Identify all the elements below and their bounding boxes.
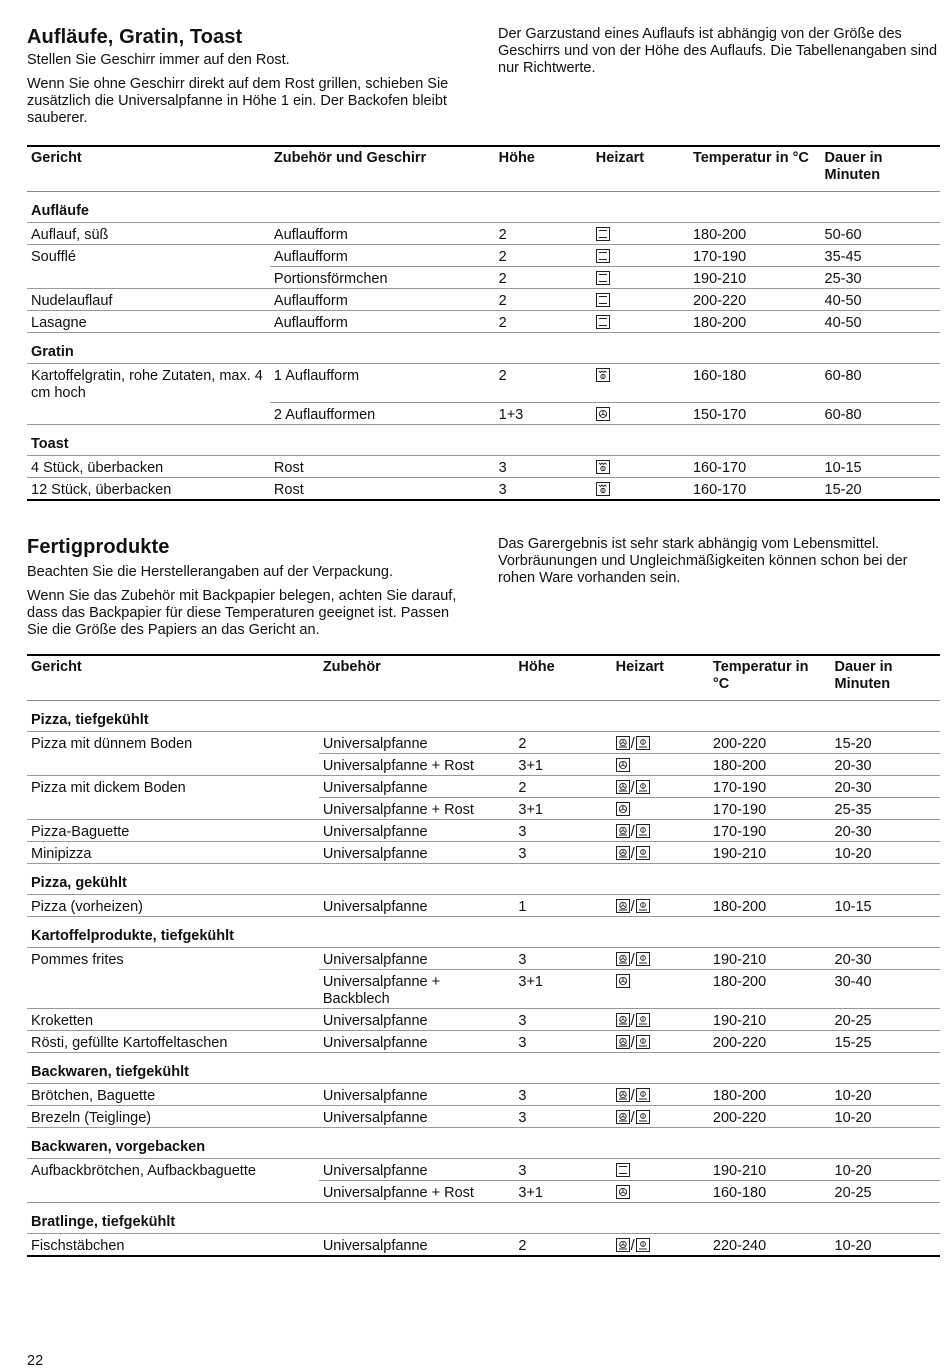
level-cell: 3 [495, 455, 592, 477]
mode-cell [592, 245, 689, 267]
level-cell: 2 [514, 732, 611, 754]
time-cell: 20-25 [831, 1009, 940, 1031]
accessory-cell: Universalpfanne + Rost [319, 754, 515, 776]
table-fertigprodukte [27, 654, 940, 1257]
pizza-setting-icon [636, 824, 650, 838]
group-row [27, 1053, 940, 1084]
level-cell: 1 [514, 895, 611, 917]
dish-cell: Nudelauflauf [27, 289, 270, 311]
temp-cell: 160-170 [689, 477, 821, 500]
table-row [27, 267, 940, 289]
pizza-setting-icon [636, 1035, 650, 1049]
group-heading: Bratlinge, tiefgekühlt [27, 1203, 940, 1234]
icon-separator: / [630, 1110, 635, 1126]
time-cell: 40-50 [821, 311, 940, 333]
level-cell: 3 [514, 1031, 611, 1053]
dish-cell [27, 267, 270, 289]
top-bottom-heat-icon [596, 227, 610, 241]
group-heading: Kartoffelprodukte, tiefgekühlt [27, 917, 940, 948]
icon-separator: / [630, 952, 635, 968]
col-header-dish: Gericht [27, 655, 319, 701]
mode-cell [592, 311, 689, 333]
hot-air-eco-icon [616, 736, 630, 750]
intro-left-2 [27, 564, 472, 646]
paragraph: Das Garergebnis ist sehr stark abhängig vom Lebensmittel. Vorbräunungen und Ungleichmäßigkeiten können schon bei der rohen Ware vorhanden sein. [498, 536, 908, 586]
mode-cell [612, 1106, 709, 1128]
time-cell: 10-20 [831, 1234, 940, 1257]
table-row [27, 1009, 940, 1031]
icon-separator: / [630, 736, 635, 752]
accessory-cell: Universalpfanne [319, 948, 515, 970]
accessory-cell: Universalpfanne + Rost [319, 1181, 515, 1203]
temp-cell: 190-210 [709, 948, 831, 970]
level-cell: 3+1 [514, 970, 611, 1009]
group-heading: Backwaren, tiefgekühlt [27, 1053, 940, 1084]
mode-cell [612, 1084, 709, 1106]
grill-fan-icon [596, 460, 610, 474]
top-bottom-heat-icon [616, 1163, 630, 1177]
mode-cell [612, 798, 709, 820]
level-cell: 3 [514, 1159, 611, 1181]
temp-cell: 180-200 [689, 311, 821, 333]
table-row [27, 1159, 940, 1181]
hot-air-eco-icon [616, 952, 630, 966]
time-cell: 10-20 [831, 1159, 940, 1181]
accessory-cell: Universalpfanne [319, 1009, 515, 1031]
intro-right-2 [498, 536, 940, 594]
paragraph: Stellen Sie Geschirr immer auf den Rost. [27, 52, 290, 68]
level-cell: 3 [514, 948, 611, 970]
dish-cell: Minipizza [27, 842, 319, 864]
dish-cell: Aufbackbrötchen, Aufbackbaguette [31, 1163, 256, 1179]
temp-cell: 180-200 [709, 1084, 831, 1106]
table-aufläufe [27, 145, 940, 501]
pizza-setting-icon [636, 846, 650, 860]
dish-cell [27, 1181, 319, 1203]
accessory-cell: Universalpfanne [319, 820, 515, 842]
table-row [27, 477, 940, 500]
table-row [27, 402, 940, 424]
section-title-aufläufe: Aufläufe, Gratin, Toast [27, 26, 243, 48]
time-cell: 20-25 [831, 1181, 940, 1203]
temp-cell: 180-200 [709, 754, 831, 776]
dish-cell: Pizza-Baguette [27, 820, 319, 842]
mode-cell [612, 1031, 709, 1053]
table-row [27, 364, 940, 403]
mode-cell [612, 776, 709, 798]
hot-air-eco-icon [616, 1238, 630, 1252]
table-row [27, 311, 940, 333]
top-bottom-heat-icon [596, 293, 610, 307]
hot-air-eco-icon [616, 1013, 630, 1027]
accessory-cell: 2 Auflaufformen [270, 402, 495, 424]
level-cell: 2 [495, 364, 592, 403]
time-cell: 35-45 [821, 245, 940, 267]
temp-cell: 150-170 [689, 402, 821, 424]
time-cell: 60-80 [821, 364, 940, 403]
time-cell: 20-30 [831, 754, 940, 776]
paragraph: Beachten Sie die Herstellerangaben auf der Verpackung. [27, 564, 393, 580]
group-row [27, 917, 940, 948]
time-cell: 25-35 [831, 798, 940, 820]
pizza-setting-icon [636, 1013, 650, 1027]
accessory-cell: Universalpfanne [319, 1031, 515, 1053]
time-cell: 10-15 [821, 455, 940, 477]
accessory-cell: Rost [270, 455, 495, 477]
time-cell: 30-40 [831, 970, 940, 1009]
group-row [27, 333, 940, 364]
mode-cell [592, 289, 689, 311]
temp-cell: 160-180 [689, 364, 821, 403]
mode-cell [612, 1181, 709, 1203]
mode-cell [612, 732, 709, 754]
top-bottom-heat-icon [596, 271, 610, 285]
accessory-cell: Universalpfanne [319, 732, 515, 754]
table-row [27, 223, 940, 245]
time-cell: 10-20 [831, 1106, 940, 1128]
table-row [27, 1031, 940, 1053]
col-header-dish: Gericht [27, 146, 270, 192]
mode-cell [612, 895, 709, 917]
table-row [27, 289, 940, 311]
accessory-cell: Universalpfanne [319, 1084, 515, 1106]
section-title-fertigprodukte: Fertigprodukte [27, 536, 170, 558]
temp-cell: 160-180 [709, 1181, 831, 1203]
hot-air-icon [616, 974, 630, 988]
pizza-setting-icon [636, 1088, 650, 1102]
table-row [27, 1181, 940, 1203]
temp-cell: 160-170 [689, 455, 821, 477]
col-header-time: Dauer in Minuten [831, 655, 940, 701]
group-heading: Gratin [27, 333, 940, 364]
col-header-accessory: Zubehör und Geschirr [270, 146, 495, 192]
dish-cell: Rösti, gefüllte Kartoffeltaschen [27, 1031, 319, 1053]
temp-cell: 190-210 [709, 842, 831, 864]
temp-cell: 170-190 [709, 798, 831, 820]
temp-cell: 190-210 [709, 1009, 831, 1031]
level-cell: 3+1 [514, 798, 611, 820]
icon-separator: / [630, 824, 635, 840]
table-row [27, 1106, 940, 1128]
hot-air-icon [616, 802, 630, 816]
temp-cell: 180-200 [709, 895, 831, 917]
hot-air-eco-icon [616, 1035, 630, 1049]
pizza-setting-icon [636, 736, 650, 750]
dish-cell: Auflauf, süß [27, 223, 270, 245]
dish-cell [27, 970, 319, 1009]
group-row [27, 424, 940, 455]
temp-cell: 180-200 [689, 223, 821, 245]
temp-cell: 200-220 [709, 1031, 831, 1053]
dish-cell: 4 Stück, überbacken [27, 455, 270, 477]
level-cell: 1+3 [495, 402, 592, 424]
level-cell: 3 [514, 820, 611, 842]
temp-cell: 170-190 [709, 776, 831, 798]
level-cell: 3 [514, 1084, 611, 1106]
hot-air-eco-icon [616, 1110, 630, 1124]
col-header-temp: Temperatur in °C [689, 146, 821, 192]
accessory-cell: Auflaufform [270, 311, 495, 333]
top-bottom-heat-icon [596, 315, 610, 329]
time-cell: 10-20 [831, 842, 940, 864]
grill-fan-icon [596, 368, 610, 382]
icon-separator: / [630, 899, 635, 915]
accessory-cell: Universalpfanne [319, 895, 515, 917]
level-cell: 3 [514, 1009, 611, 1031]
hot-air-eco-icon [616, 899, 630, 913]
dish-cell: Pizza (vorheizen) [27, 895, 319, 917]
level-cell: 2 [495, 267, 592, 289]
hot-air-icon [616, 1185, 630, 1199]
accessory-cell: Universalpfanne [319, 1106, 515, 1128]
table-row [27, 948, 940, 970]
group-row [27, 1203, 940, 1234]
time-cell: 10-15 [831, 895, 940, 917]
dish-cell: Soufflé [31, 249, 76, 265]
time-cell: 50-60 [821, 223, 940, 245]
col-header-level: Höhe [514, 655, 611, 701]
mode-cell [592, 402, 689, 424]
accessory-cell: Universalpfanne + Rost [319, 798, 515, 820]
dish-cell: Brötchen, Baguette [27, 1084, 319, 1106]
accessory-cell: Universalpfanne [319, 1234, 515, 1257]
table-row [27, 842, 940, 864]
table-row [27, 1084, 940, 1106]
temp-cell: 190-210 [709, 1159, 831, 1181]
dish-cell: Pommes frites [31, 952, 124, 968]
col-header-accessory: Zubehör [319, 655, 515, 701]
col-header-temp: Temperatur in °C [709, 655, 831, 701]
group-heading: Backwaren, vorgebacken [27, 1128, 940, 1159]
col-header-mode: Heizart [612, 655, 709, 701]
temp-cell: 180-200 [709, 970, 831, 1009]
dish-cell: Kartoffelgratin, rohe Zutaten, max. 4 cm hoch [31, 368, 263, 401]
time-cell: 15-20 [821, 477, 940, 500]
mode-cell [612, 1234, 709, 1257]
group-row [27, 701, 940, 732]
mode-cell [612, 754, 709, 776]
level-cell: 3 [495, 477, 592, 500]
paragraph: Der Garzustand eines Auflaufs ist abhängig von der Größe des Geschirrs und von der Höhe des Auflaufs. Die Tabellenangaben sind nur Richtwerte. [498, 26, 938, 76]
accessory-cell: Portionsförmchen [270, 267, 495, 289]
dish-cell: Pizza mit dickem Boden [31, 780, 186, 796]
time-cell: 20-30 [831, 776, 940, 798]
mode-cell [592, 455, 689, 477]
hot-air-eco-icon [616, 1088, 630, 1102]
accessory-cell: Auflaufform [270, 289, 495, 311]
col-header-mode: Heizart [592, 146, 689, 192]
table-row [27, 455, 940, 477]
level-cell: 2 [514, 1234, 611, 1257]
paragraph: Wenn Sie das Zubehör mit Backpapier belegen, achten Sie darauf, dass das Backpapier für diese Temperaturen geeignet ist. Passen Sie die Größe des Papiers an das Gericht an. [27, 588, 457, 638]
mode-cell [612, 842, 709, 864]
accessory-cell: Universalpfanne + Backblech [319, 970, 515, 1009]
mode-cell [612, 970, 709, 1009]
accessory-cell: Universalpfanne [319, 776, 515, 798]
time-cell: 15-20 [831, 732, 940, 754]
group-heading: Toast [27, 424, 940, 455]
mode-cell [612, 1009, 709, 1031]
level-cell: 2 [495, 311, 592, 333]
mode-cell [612, 820, 709, 842]
table-row [27, 820, 940, 842]
dish-cell: 12 Stück, überbacken [27, 477, 270, 500]
dish-cell: Pizza mit dünnem Boden [31, 736, 193, 752]
temp-cell: 170-190 [709, 820, 831, 842]
pizza-setting-icon [636, 952, 650, 966]
col-header-time: Dauer in Minuten [821, 146, 940, 192]
level-cell: 3 [514, 1106, 611, 1128]
dish-cell: Brezeln (Teiglinge) [27, 1106, 319, 1128]
table-row [27, 970, 940, 1009]
level-cell: 2 [495, 245, 592, 267]
icon-separator: / [630, 1238, 635, 1254]
temp-cell: 200-220 [709, 732, 831, 754]
level-cell: 3 [514, 842, 611, 864]
mode-cell [612, 1159, 709, 1181]
table-row [27, 754, 940, 776]
hot-air-eco-icon [616, 780, 630, 794]
intro-left-1 [27, 52, 472, 134]
pizza-setting-icon [636, 899, 650, 913]
temp-cell: 220-240 [709, 1234, 831, 1257]
dish-cell [27, 798, 319, 820]
level-cell: 2 [514, 776, 611, 798]
mode-cell [592, 267, 689, 289]
icon-separator: / [630, 1088, 635, 1104]
level-cell: 3+1 [514, 1181, 611, 1203]
icon-separator: / [630, 846, 635, 862]
accessory-cell: Rost [270, 477, 495, 500]
dish-cell: Kroketten [27, 1009, 319, 1031]
table-row [27, 732, 940, 754]
pizza-setting-icon [636, 1110, 650, 1124]
temp-cell: 200-220 [709, 1106, 831, 1128]
time-cell: 20-30 [831, 820, 940, 842]
temp-cell: 170-190 [689, 245, 821, 267]
mode-cell [592, 364, 689, 403]
level-cell: 2 [495, 223, 592, 245]
group-row [27, 1128, 940, 1159]
time-cell: 10-20 [831, 1084, 940, 1106]
level-cell: 3+1 [514, 754, 611, 776]
hot-air-icon [616, 758, 630, 772]
accessory-cell: 1 Auflaufform [270, 364, 495, 403]
icon-separator: / [630, 1035, 635, 1051]
col-header-level: Höhe [495, 146, 592, 192]
group-row [27, 864, 940, 895]
pizza-setting-icon [636, 1238, 650, 1252]
mode-cell [592, 223, 689, 245]
dish-cell [27, 754, 319, 776]
icon-separator: / [630, 1013, 635, 1029]
mode-cell [592, 477, 689, 500]
icon-separator: / [630, 780, 635, 796]
accessory-cell: Auflaufform [270, 245, 495, 267]
level-cell: 2 [495, 289, 592, 311]
time-cell: 15-25 [831, 1031, 940, 1053]
table-row [27, 1234, 940, 1257]
group-heading: Pizza, tiefgekühlt [27, 701, 940, 732]
time-cell: 40-50 [821, 289, 940, 311]
group-row [27, 192, 940, 223]
intro-right-1 [498, 26, 940, 84]
accessory-cell: Auflaufform [270, 223, 495, 245]
accessory-cell: Universalpfanne [319, 1159, 515, 1181]
page-number: 22 [27, 1353, 44, 1369]
time-cell: 20-30 [831, 948, 940, 970]
pizza-setting-icon [636, 780, 650, 794]
dish-cell [27, 402, 270, 424]
accessory-cell: Universalpfanne [319, 842, 515, 864]
hot-air-eco-icon [616, 824, 630, 838]
temp-cell: 200-220 [689, 289, 821, 311]
dish-cell: Fischstäbchen [27, 1234, 319, 1257]
table-row [27, 776, 940, 798]
hot-air-icon [596, 407, 610, 421]
group-heading: Aufläufe [27, 192, 940, 223]
table-row [27, 798, 940, 820]
paragraph: Wenn Sie ohne Geschirr direkt auf dem Rost grillen, schieben Sie zusätzlich die Universalpfanne in Höhe 1 ein. Der Backofen bleibt sauberer. [27, 76, 449, 126]
top-bottom-heat-icon [596, 249, 610, 263]
dish-cell: Lasagne [27, 311, 270, 333]
table-row [27, 895, 940, 917]
time-cell: 25-30 [821, 267, 940, 289]
group-heading: Pizza, gekühlt [27, 864, 940, 895]
time-cell: 60-80 [821, 402, 940, 424]
temp-cell: 190-210 [689, 267, 821, 289]
table-row [27, 245, 940, 267]
mode-cell [612, 948, 709, 970]
grill-fan-icon [596, 482, 610, 496]
hot-air-eco-icon [616, 846, 630, 860]
